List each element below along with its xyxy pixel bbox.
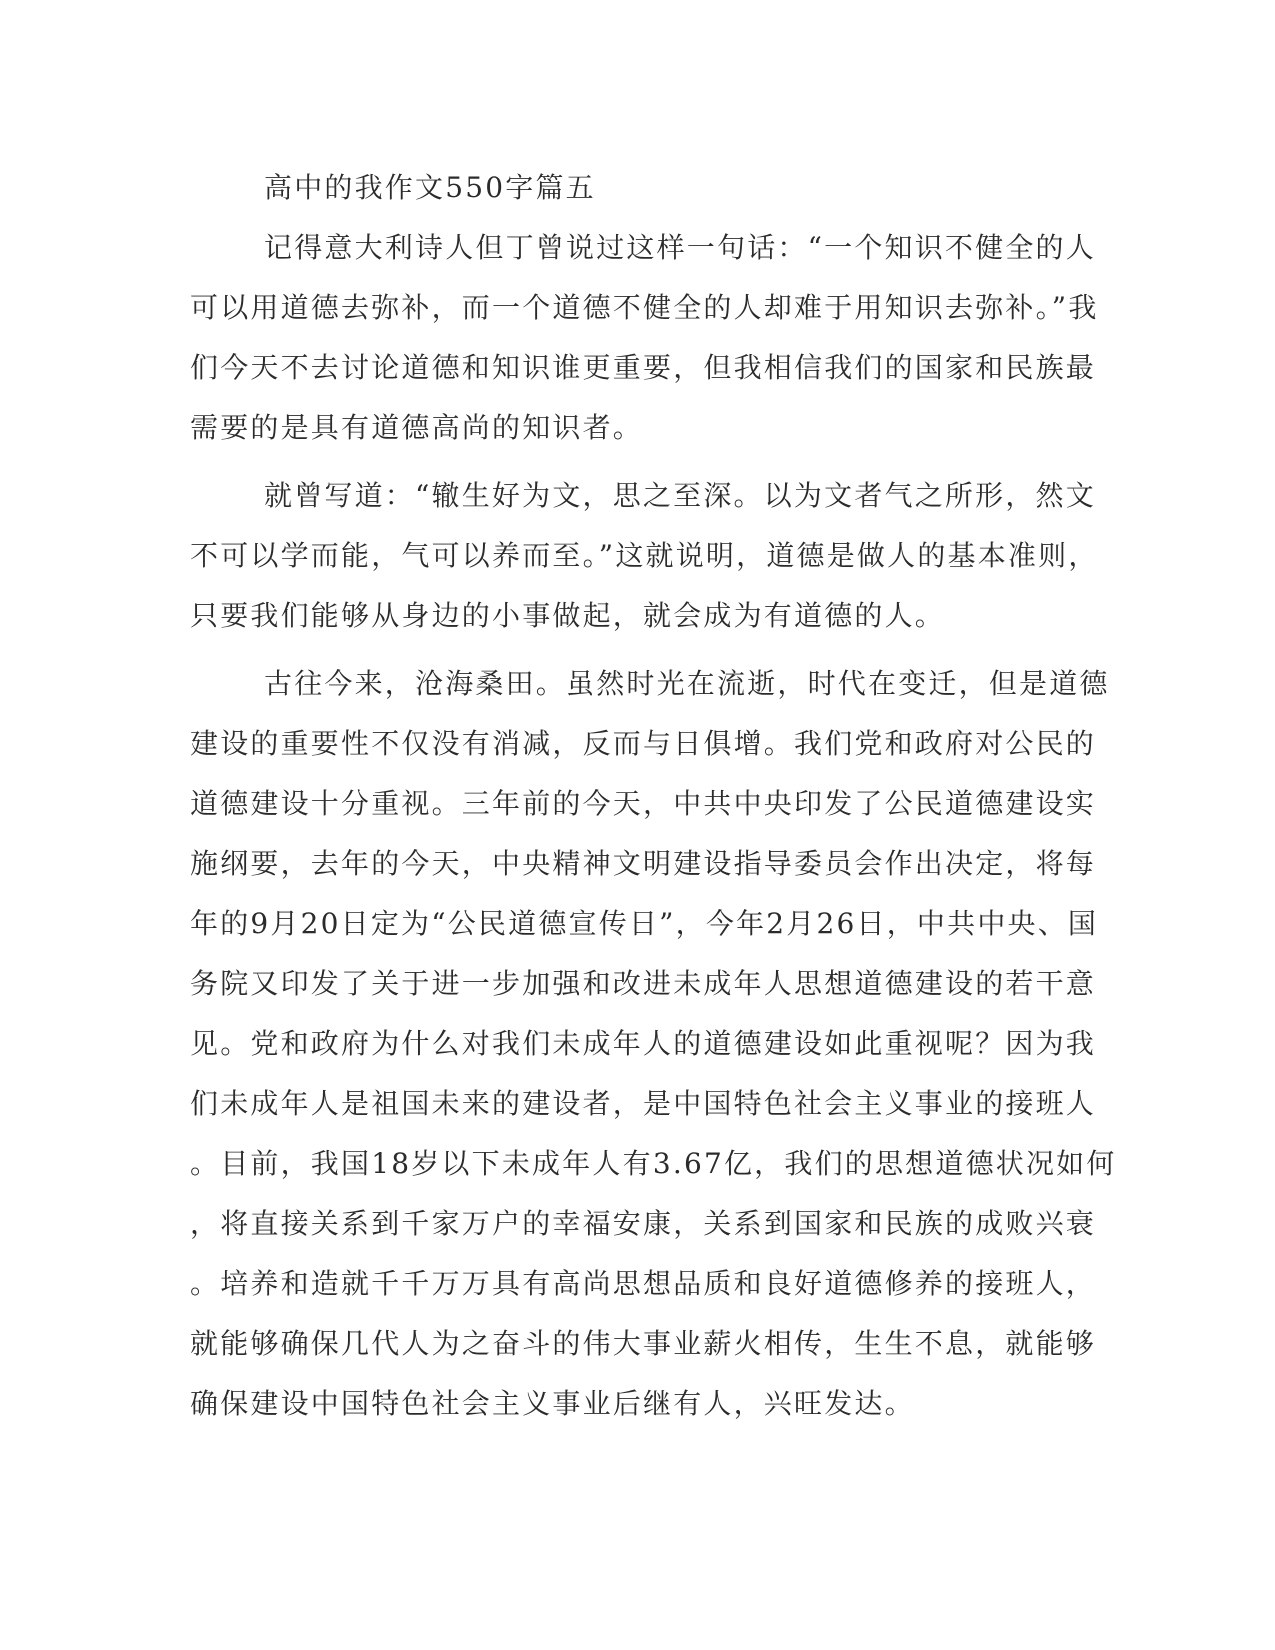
paragraph-3 [190,654,1117,1434]
document-body [190,158,1117,1434]
paragraph-line: 记得意大利诗人但丁曾说过这样一句话：“一个知识不健全的人 [264,231,1096,264]
paragraph-line: 见。党和政府为什么对我们未成年人的道德建设如此重视呢？因为我 [190,1027,1097,1060]
paragraph-2 [190,466,1099,646]
paragraph-line: 。目前，我国18岁以下未成年人有3.67亿，我们的思想道德状况如何 [190,1147,1117,1180]
paragraph-line: 们今天不去讨论道德和知识谁更重要，但我相信我们的国家和民族最 [190,351,1097,384]
paragraph-line: 道德建设十分重视。三年前的今天，中共中央印发了公民道德建设实 [190,787,1097,820]
paragraph-line: 可以用道德去弥补，而一个道德不健全的人却难于用知识去弥补。”我 [190,291,1099,324]
paragraph-line: 们未成年人是祖国未来的建设者，是中国特色社会主义事业的接班人 [190,1087,1097,1120]
paragraph-line: ，将直接关系到千家万户的幸福安康，关系到国家和民族的成败兴衰 [190,1207,1097,1240]
paragraph-line: 务院又印发了关于进一步加强和改进未成年人思想道德建设的若干意 [190,967,1097,1000]
paragraph-line: 。培养和造就千千万万具有高尚思想品质和良好道德修养的接班人， [190,1267,1097,1300]
paragraph-line: 需要的是具有道德高尚的知识者。 [190,411,644,444]
document-title: 高中的我作文550字篇五 [264,171,596,204]
paragraph-spacer [190,458,1090,466]
paragraph-line: 只要我们能够从身边的小事做起，就会成为有道德的人。 [190,599,946,632]
paragraph-line: 建设的重要性不仅没有消减，反而与日俱增。我们党和政府对公民的 [190,727,1097,760]
paragraph-line: 确保建设中国特色社会主义事业后继有人，兴旺发达。 [190,1387,915,1420]
paragraph-line: 古往今来，沧海桑田。虽然时光在流逝，时代在变迁，但是道德 [264,667,1110,700]
paragraph-line: 就能够确保几代人为之奋斗的伟大事业薪火相传，生生不息，就能够 [190,1327,1097,1360]
paragraph-line: 就曾写道：“辙生好为文，思之至深。以为文者气之所形，然文 [264,479,1096,512]
paragraph-spacer [190,646,1090,654]
paragraph-1 [190,218,1099,458]
paragraph-line: 施纲要，去年的今天，中央精神文明建设指导委员会作出决定，将每 [190,847,1097,880]
paragraph-line: 不可以学而能，气可以养而至。”这就说明，道德是做人的基本准则， [190,539,1099,572]
paragraph-line: 年的9月20日定为“公民道德宣传日”，今年2月26日，中共中央、国 [190,907,1099,940]
